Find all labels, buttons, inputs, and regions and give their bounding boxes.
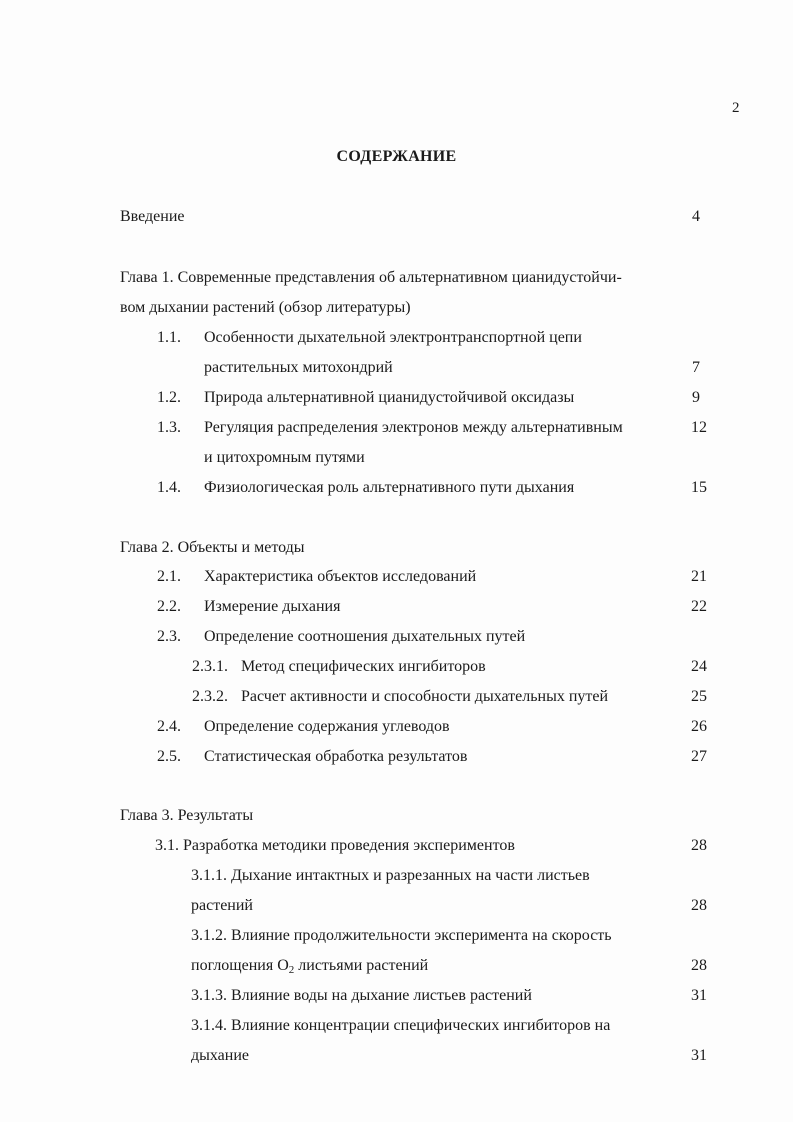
toc-intro-label: Введение bbox=[120, 208, 185, 225]
toc-item-page: 28 bbox=[691, 837, 707, 854]
toc-item-number: 2.5. bbox=[157, 748, 181, 765]
toc-item-label-cont: и цитохромным путями bbox=[204, 449, 365, 466]
toc-item-label: Особенности дыхательной электронтранспортной цепи bbox=[204, 329, 582, 346]
toc-item-page: 28 bbox=[691, 897, 707, 914]
toc-item-number: 1.1. bbox=[157, 329, 181, 346]
toc-chapter1-line1: Глава 1. Современные представления об альтернативном цианидустойчи- bbox=[120, 269, 622, 286]
toc-item-number: 2.3. bbox=[157, 628, 181, 645]
toc-item-number: 2.4. bbox=[157, 718, 181, 735]
toc-item-page: 15 bbox=[691, 479, 707, 496]
toc-item-label-cont bbox=[191, 956, 428, 976]
toc-item-number: 1.2. bbox=[157, 389, 181, 406]
toc-chapter1-line2: вом дыхании растений (обзор литературы) bbox=[120, 299, 411, 316]
toc-item-page: 12 bbox=[691, 419, 707, 436]
toc-item-page: 27 bbox=[691, 748, 707, 765]
toc-item-page: 24 bbox=[691, 658, 707, 675]
toc-item-number: 1.3. bbox=[157, 419, 181, 436]
toc-item-label: Определение соотношения дыхательных путей bbox=[204, 628, 526, 645]
toc-item-page: 21 bbox=[691, 568, 707, 585]
toc-item-page: 7 bbox=[692, 359, 700, 376]
toc-item-page: 31 bbox=[691, 1047, 707, 1064]
toc-item-label-cont: растений bbox=[191, 897, 253, 914]
toc-item-page: 31 bbox=[691, 987, 707, 1004]
toc-item-label: Определение содержания углеводов bbox=[204, 718, 450, 735]
toc-item-label: 3.1.2. Влияние продолжительности эксперимента на скорость bbox=[191, 927, 612, 944]
toc-item-page: 25 bbox=[691, 688, 707, 705]
toc-intro-page: 4 bbox=[692, 208, 700, 225]
toc-chapter2-label: Глава 2. Объекты и методы bbox=[120, 539, 305, 556]
toc-item-label: 3.1. Разработка методики проведения экспериментов bbox=[155, 837, 515, 854]
toc-item-label-cont: растительных митохондрий bbox=[204, 359, 393, 376]
toc-item-number: 2.2. bbox=[157, 598, 181, 615]
toc-item-number: 2.1. bbox=[157, 568, 181, 585]
toc-item-label: Регуляция распределения электронов между альтернативным bbox=[204, 419, 623, 436]
toc-item-text: поглощения O bbox=[191, 957, 289, 974]
toc-chapter3-label: Глава 3. Результаты bbox=[120, 807, 254, 824]
toc-item-label: Статистическая обработка результатов bbox=[204, 748, 468, 765]
toc-item-label-cont: дыхание bbox=[191, 1047, 250, 1064]
subscript: 2 bbox=[288, 964, 295, 976]
toc-item-number: 2.3.1. bbox=[192, 658, 228, 675]
toc-item-number: 1.4. bbox=[157, 479, 181, 496]
toc-item-number: 2.3.2. bbox=[192, 688, 228, 705]
toc-item-label: 3.1.3. Влияние воды на дыхание листьев растений bbox=[191, 987, 532, 1004]
toc-item-label: Расчет активности и способности дыхательных путей bbox=[241, 688, 609, 705]
toc-item-label: 3.1.4. Влияние концентрации специфических ингибиторов на bbox=[191, 1017, 611, 1034]
toc-item-label: Измерение дыхания bbox=[204, 598, 341, 615]
toc-title: СОДЕРЖАНИЕ bbox=[336, 148, 457, 165]
page-number: 2 bbox=[732, 100, 740, 116]
toc-item-label: 3.1.1. Дыхание интактных и разрезанных на части листьев bbox=[191, 867, 590, 884]
toc-item-label: Характеристика объектов исследований bbox=[204, 568, 477, 585]
toc-item-label: Метод специфических ингибиторов bbox=[241, 658, 486, 675]
toc-item-label: Физиологическая роль альтернативного пути дыхания bbox=[204, 479, 575, 496]
toc-item-page: 28 bbox=[691, 957, 707, 974]
toc-item-page: 26 bbox=[691, 718, 707, 735]
toc-item-label: Природа альтернативной цианидустойчивой оксидазы bbox=[204, 389, 575, 406]
toc-item-page: 9 bbox=[692, 389, 700, 406]
toc-item-text: листьями растений bbox=[294, 957, 429, 974]
toc-item-page: 22 bbox=[691, 598, 707, 615]
